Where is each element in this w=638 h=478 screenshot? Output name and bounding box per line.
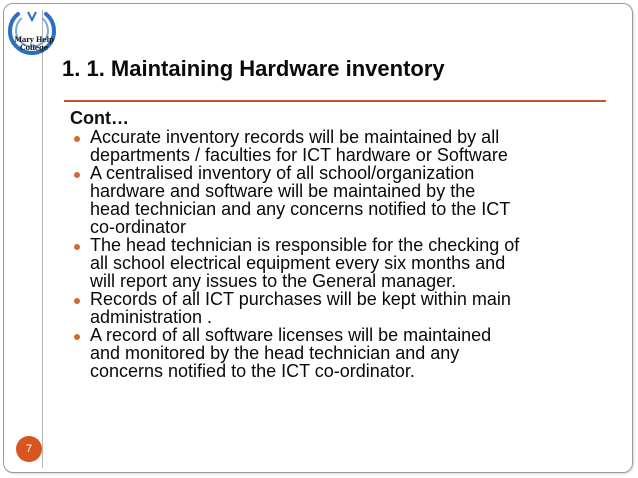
bullet-text: A centralised inventory of all school/organization hardware and software will be maintained by the head technician and any concerns notified to the ICT co-ordinator <box>90 163 511 237</box>
title-underline <box>64 100 606 102</box>
page-number-badge: 7 <box>16 436 42 462</box>
bullet-text: Accurate inventory records will be maintained by all departments / faculties for ICT hardware or Software <box>90 127 508 165</box>
bullet-text: Records of all ICT purchases will be kept within main administration . <box>90 289 511 327</box>
left-border-rule <box>42 10 43 468</box>
college-logo <box>6 8 68 58</box>
bullet-item <box>72 236 612 290</box>
logo-text-line-1: Mary Help <box>14 35 54 44</box>
logo-text-line-2: College <box>20 43 48 52</box>
bullet-item <box>72 290 612 326</box>
bullet-dot-icon <box>74 244 80 250</box>
bullet-dot-icon <box>74 334 80 340</box>
slide-subtitle: Cont… <box>70 108 129 128</box>
bullet-dot-icon <box>74 298 80 304</box>
bullet-dot-icon <box>74 136 80 142</box>
bullet-item <box>72 164 612 236</box>
slide-title: 1. 1. Maintaining Hardware inventory <box>62 56 445 81</box>
bullet-text: The head technician is responsible for the checking of all school electrical equipment every six months and will report any issues to the General manager. <box>90 235 520 291</box>
bullet-item <box>72 128 612 164</box>
bullet-item <box>72 326 612 380</box>
bullet-list <box>72 128 612 380</box>
bullet-text: A record of all software licenses will be maintained and monitored by the head technician and any concerns notified to the ICT co-ordinator. <box>90 325 492 381</box>
bullet-dot-icon <box>74 172 80 178</box>
